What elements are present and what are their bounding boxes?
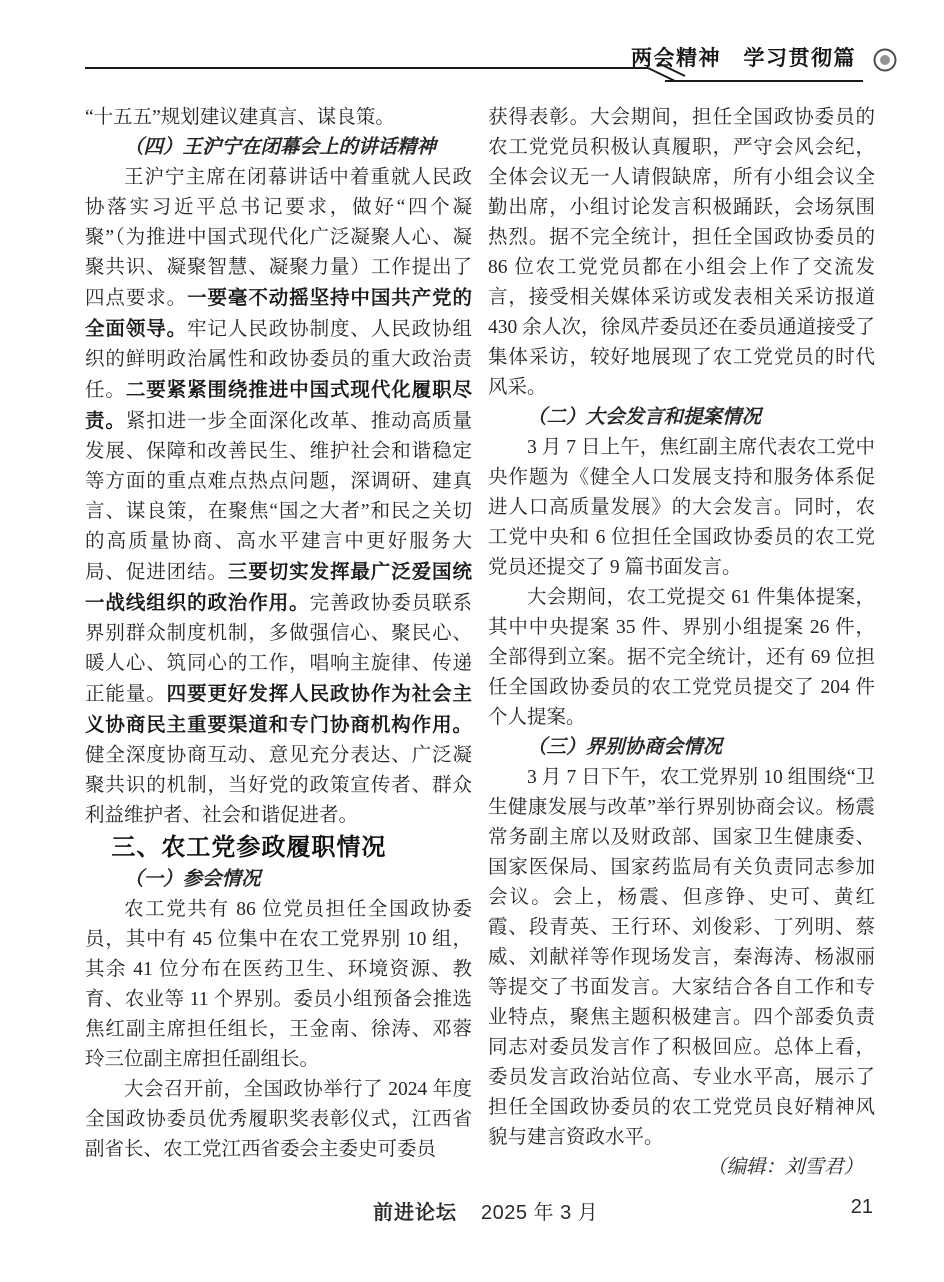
issue-date: 2025 年 3 月 (481, 1202, 599, 1224)
continuation (85, 103, 472, 133)
header-rule-line (85, 54, 875, 86)
kai-heading (488, 403, 875, 433)
article-body (85, 103, 875, 1183)
text-run: 3 月 7 日下午，农工党界别 10 组围绕“卫生健康发展与改革”举行界别协商会议。杨震常务副主席以及财政部、国家卫生健康委、国家医保局、国家药监局有关负责同志参加会议。会上，杨震、但彦铮、史可、黄红霞、段青英、王行环、刘俊彩、丁列明、蔡威、刘献祥等作现场发言，秦海涛、杨淑丽等提交了书面发言。大家结合各自工作和专业特点，聚焦主题积极建言。四个部委负责同志对委员发言作了积极回应。总体上看，委员发言政治站位高、专业水平高，展示了担任全国政协委员的农工党党员良好精神风貌与建言资政水平。 (488, 767, 875, 1148)
text-run: 三、农工党参政履职情况 (111, 834, 387, 861)
text-run: 完善政协委员联系界别群众制度机制，多做强信心、聚民心、暖人心、筑同心的工作，唱响主旋律、传递正能量。 (85, 593, 472, 705)
text-run: （四）王沪宁在闭幕会上的讲话精神 (124, 137, 437, 158)
para (488, 583, 875, 733)
right-column (488, 103, 875, 1183)
para (85, 895, 472, 1075)
kai-heading (85, 865, 472, 895)
para (85, 1075, 472, 1165)
text-run: （一）参会情况 (124, 869, 261, 890)
text-run: （三）界别协商会情况 (527, 737, 723, 758)
para (488, 433, 875, 583)
text-run: （编辑：刘雪君） (706, 1157, 863, 1178)
text-run: 牢记人民政协制度、人民政协组织的鲜明政治属性和政协委员的重大政治责任。 (85, 319, 472, 401)
emphasis-bold: 四要更好发挥人民政协作为社会主义协商民主重要渠道和专门协商机构作用。 (85, 683, 472, 736)
kai-heading (85, 133, 472, 163)
emphasis-bold: 一要毫不动摇坚持中国共产党的全面领导。 (85, 287, 472, 340)
header-section-label: 两会精神 学习贯彻篇 (631, 46, 856, 70)
text-run: （二）大会发言和提案情况 (527, 407, 762, 428)
para (488, 763, 875, 1153)
text-run: 紧扣进一步全面深化改革、推动高质量发展、保障和改善民生、维护社会和谐稳定等方面的重点难点热点问题，深调研、建真言、谋良策，在聚焦“国之大者”和民之关切的高质量协商、高水平建言中更好服务大局、促进团结。 (85, 411, 472, 583)
left-column (85, 103, 472, 1183)
page-number: 21 (850, 1196, 873, 1218)
page-footer (85, 1196, 875, 1226)
footer-journal-line (373, 1196, 598, 1225)
section-heading (85, 831, 472, 865)
bullseye-icon (872, 47, 898, 73)
emphasis-bold: 二要紧紧围绕推进中国式现代化履职尽责。 (85, 379, 472, 432)
text-run: 王沪宁主席在闭幕讲话中着重就人民政协落实习近平总书记要求，做好“四个凝聚”（为推进中国式现代化广泛凝聚人心、凝聚共识、凝聚智慧、凝聚力量）工作提出了四点要求。 (85, 167, 472, 309)
text-run: 健全深度协商互动、意见充分表达、广泛凝聚共识的机制，当好党的政策宣传者、群众利益维护者、社会和谐促进者。 (85, 745, 472, 826)
continuation (488, 103, 875, 403)
text-run: 3 月 7 日上午，焦红副主席代表农工党中央作题为《健全人口发展支持和服务体系促进人口高质量发展》的大会发言。同时，农工党中央和 6 位担任全国政协委员的农工党党员还提交了 9 篇书面发言。 (488, 437, 875, 578)
kai-heading (488, 733, 875, 763)
journal-name: 前进论坛 (373, 1202, 457, 1224)
text-run: 大会召开前，全国政协举行了 2024 年度全国政协委员优秀履职奖表彰仪式，江西省副省长、农工党江西省委会主委史可委员 (85, 1079, 472, 1160)
editor-note (488, 1153, 875, 1183)
text-run: “十五五”规划建议建真言、谋良策。 (85, 107, 395, 128)
text-run: 获得表彰。大会期间，担任全国政协委员的农工党党员积极认真履职，严守会风会纪，全体会议无一人请假缺席，所有小组会议全勤出席，小组讨论发言积极踊跃，会场氛围热烈。据不完全统计，担任全国政协委员的 86 位农工党党员都在小组会上作了交流发言，接受相关媒体采访或发表相关采访报道 430 余人次，徐凤芹委员还在委员通道接受了集体采访，较好地展现了农工党党员的时代风采。 (488, 107, 875, 398)
text-run: 大会期间，农工党提交 61 件集体提案，其中中央提案 35 件、界别小组提案 26 件，全部得到立案。据不完全统计，还有 69 位担任全国政协委员的农工党党员提交了 204 件个人提案。 (488, 587, 875, 728)
text-run: 农工党共有 86 位党员担任全国政协委员，其中有 45 位集中在农工党界别 10 组，其余 41 位分布在医药卫生、环境资源、教育、农业等 11 个界别。委员小组预备会推选焦红副主席担任组长，王金南、徐涛、邓蓉玲三位副主席担任副组长。 (85, 899, 472, 1070)
para (85, 163, 472, 831)
emphasis-bold: 三要切实发挥最广泛爱国统一战线组织的政治作用。 (85, 561, 472, 614)
